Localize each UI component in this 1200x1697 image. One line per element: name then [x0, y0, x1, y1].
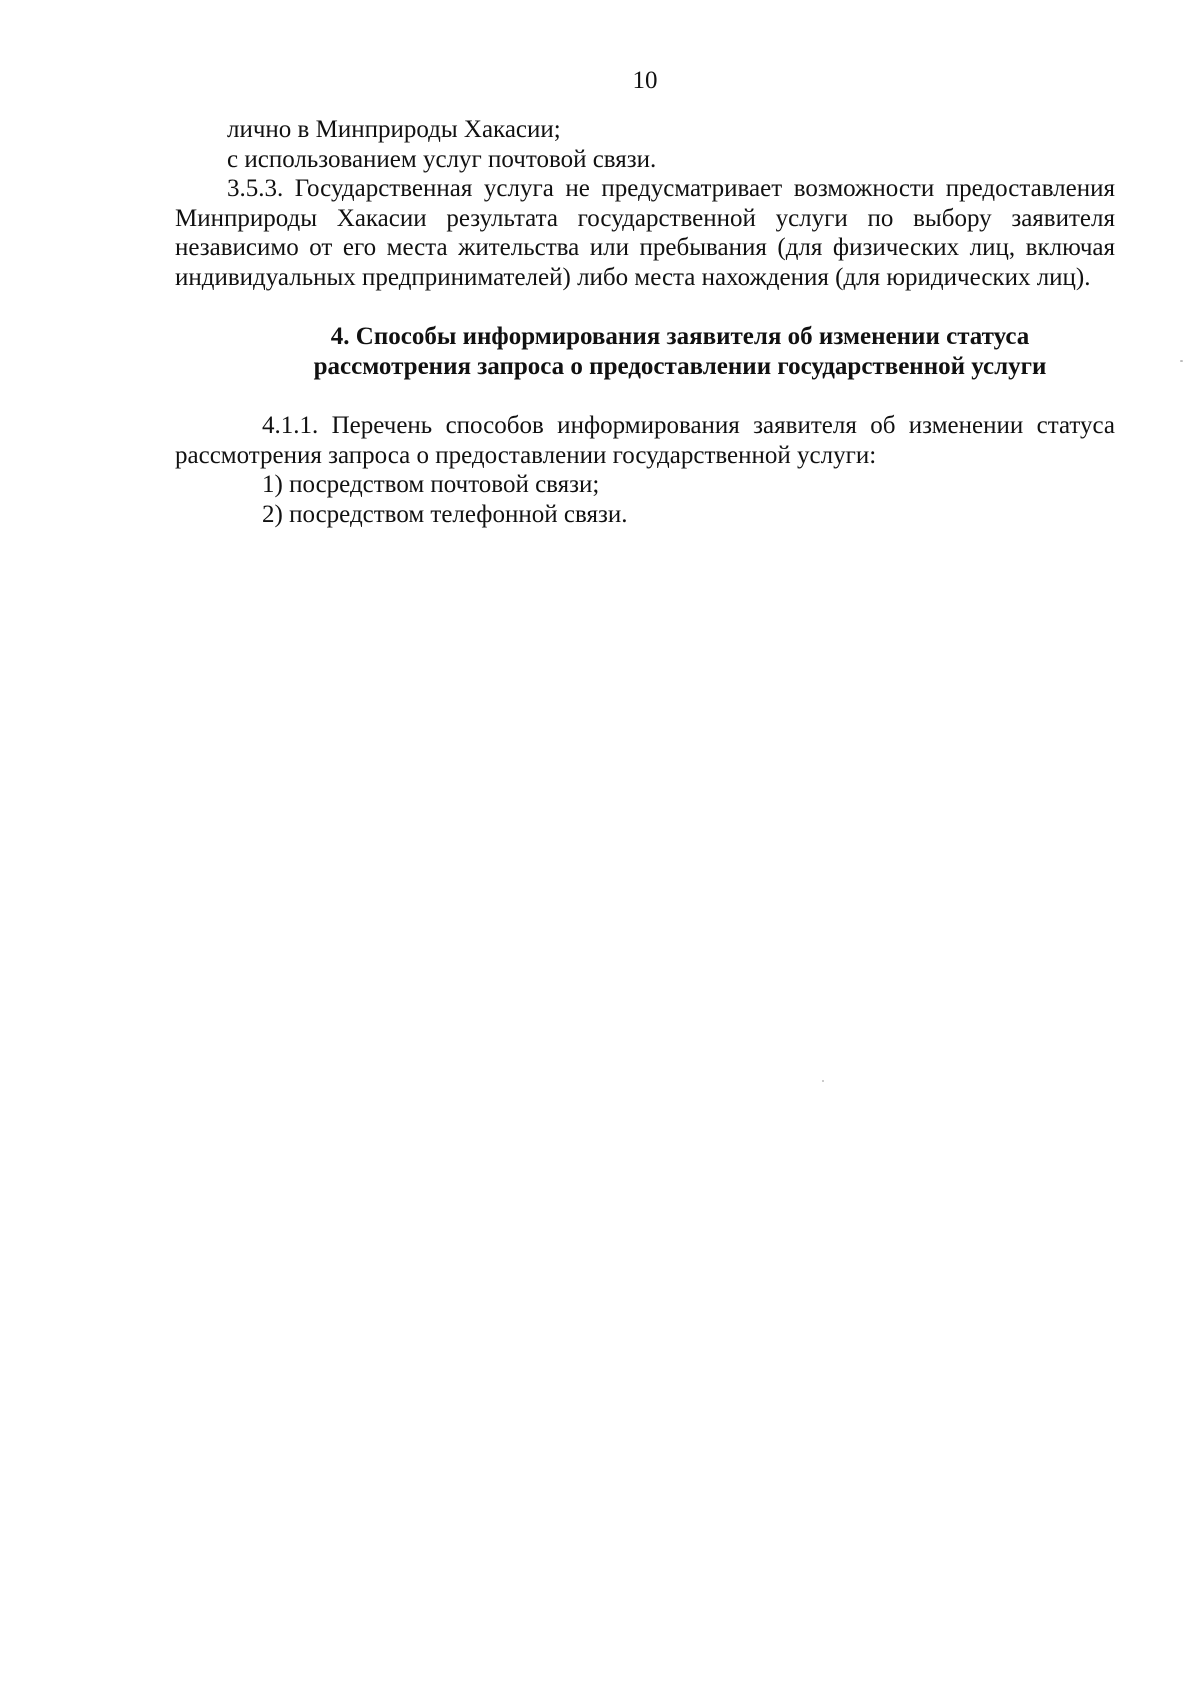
- section-4-heading-line-2: рассмотрения запроса о предоставлении государственной услуги: [313, 352, 1047, 380]
- section-4-heading-line-1: 4. Способы информирования заявителя об изменении статуса: [330, 323, 1030, 350]
- list-item-postal: 1) посредством почтовой связи;: [262, 471, 600, 498]
- text-line-postal: с использованием услуг почтовой связи.: [227, 145, 657, 173]
- scan-speck: [1180, 360, 1183, 362]
- document-body: [175, 115, 1115, 529]
- text-line-in-person: лично в Минприроды Хакасии;: [227, 116, 561, 143]
- list-item-telephone: 2) посредством телефонной связи.: [262, 500, 628, 528]
- paragraph-3-5-3: 3.5.3. Государственная услуга не предусматривает возможности предоставления Минприроды Хакасии результата государственной услуги по выбору заявителя независимо от его места жительства или пребывания (для физических лиц, включая индивидуальных предпринимателей) либо места нахождения (для юридических лиц).: [175, 175, 1115, 291]
- section-4-heading: [175, 322, 1115, 381]
- scan-speck: [822, 1080, 824, 1082]
- spacer: [175, 381, 1115, 411]
- page-number: 10: [632, 67, 658, 94]
- paragraph-4-1-1: 4.1.1. Перечень способов информирования заявителя об изменении статуса рассмотрения запроса о предоставлении государственной услуги:: [175, 412, 1115, 469]
